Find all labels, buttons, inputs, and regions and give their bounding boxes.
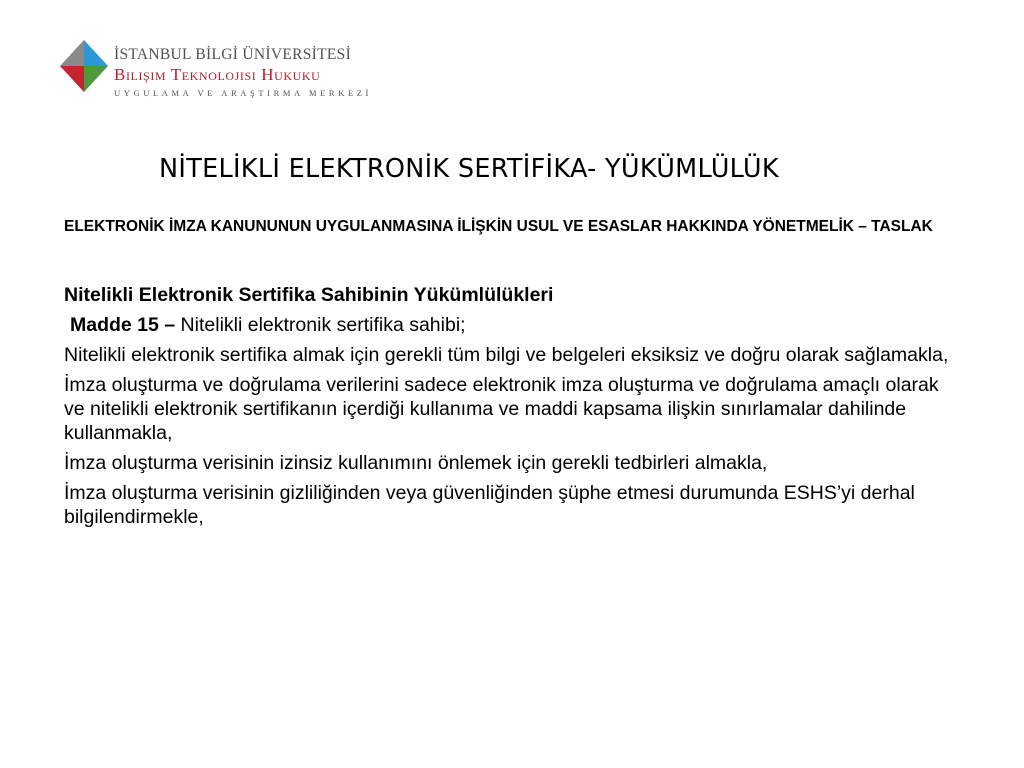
logo-center-name: Bilişim Teknolojisi Hukuku	[114, 65, 321, 84]
logo-blue-triangle	[84, 40, 108, 66]
logo-center-subtitle: UYGULAMA VE ARAŞTIRMA MERKEZİ	[114, 88, 372, 98]
regulation-subtitle: ELEKTRONİK İMZA KANUNUNUN UYGULANMASINA İLİŞKİN USUL VE ESASLAR HAKKINDA YÖNETMELİK – TASLAK	[64, 218, 933, 235]
logo-red-triangle	[60, 66, 84, 92]
diamond-logo-icon	[58, 38, 110, 96]
article-text: Nitelikli elektronik sertifika sahibi;	[175, 314, 466, 336]
logo-university-name: İSTANBUL BİLGİ ÜNİVERSİTESİ	[114, 46, 352, 63]
section-heading: Nitelikli Elektronik Sertifika Sahibinin Yükümlülükleri	[64, 284, 554, 306]
article-line	[64, 313, 964, 337]
obligation-paragraph: İmza oluşturma verisinin izinsiz kullanımını önlemek için gerekli tedbirleri almakla,	[64, 452, 768, 474]
logo	[58, 38, 378, 108]
logo-text	[114, 46, 372, 99]
slide-title: NİTELİKLİ ELEKTRONİK SERTİFİKA- YÜKÜMLÜLÜK	[159, 154, 779, 184]
logo-gray-triangle	[60, 40, 84, 66]
obligation-paragraph: İmza oluşturma verisinin gizliliğinden veya güvenliğinden şüphe etmesi durumunda ESHS’yi derhal bilgilendirmekle,	[64, 482, 915, 528]
slide-body	[64, 283, 964, 535]
article-label: Madde 15 –	[70, 314, 176, 336]
obligation-paragraph: İmza oluşturma ve doğrulama verilerini sadece elektronik imza oluşturma ve doğrulama amaçlı olarak ve nitelikli elektronik sertifikanın içerdiği kullanıma ve maddi kapsama ilişkin sınırlamalar dahilinde kullanmakla,	[64, 374, 939, 444]
obligation-paragraph: Nitelikli elektronik sertifika almak için gerekli tüm bilgi ve belgeleri eksiksiz ve doğru olarak sağlamakla,	[64, 344, 949, 366]
logo-green-triangle	[84, 66, 108, 92]
